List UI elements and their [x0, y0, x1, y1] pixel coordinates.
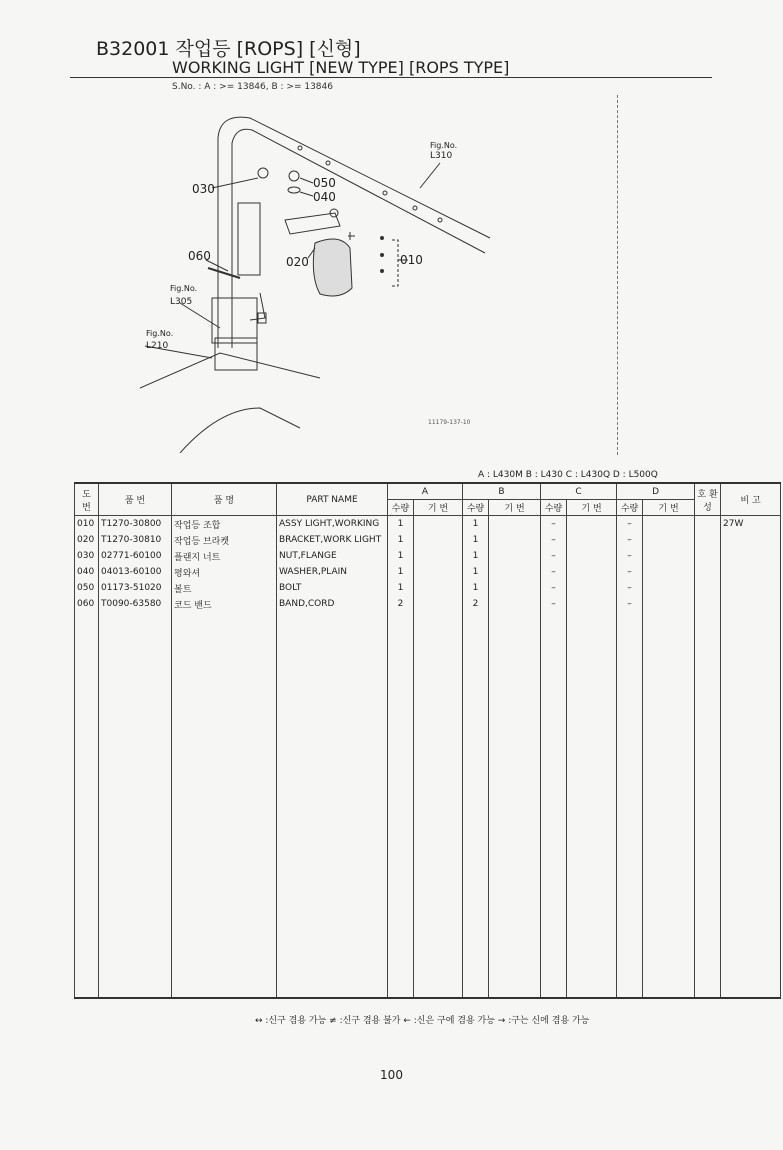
- col-header-serial: 기 번: [567, 500, 617, 516]
- nut-030: [258, 168, 268, 178]
- col-header-name-kr: 품 명: [172, 483, 277, 516]
- cell-remarks: [721, 580, 781, 596]
- cell-serial-b: [489, 516, 541, 533]
- cell-interchange: [695, 516, 721, 533]
- empty-cell: [721, 612, 781, 998]
- table-row: [75, 516, 781, 533]
- empty-cell: [99, 612, 172, 998]
- fig-ref-number: L210: [146, 341, 169, 351]
- empty-cell: [695, 612, 721, 998]
- cell-qty-b: 1: [463, 564, 489, 580]
- figure-separator: [617, 95, 618, 455]
- col-header-qty: 수량: [463, 500, 489, 516]
- col-header-serial: 기 번: [414, 500, 463, 516]
- cell-part-name: WASHER,PLAIN: [277, 564, 388, 580]
- col-header-serial: 기 번: [643, 500, 695, 516]
- col-header-qty: 수량: [388, 500, 414, 516]
- cell-korean-name: 코드 밴드: [172, 596, 277, 612]
- cell-serial-c: [567, 596, 617, 612]
- cell-serial-d: [643, 596, 695, 612]
- rops-frame-inner: [232, 129, 485, 348]
- fig-ref-label: Fig.No.: [430, 141, 458, 150]
- col-header-group-d: D: [617, 483, 695, 500]
- cell-part-number: T1270-30800: [99, 516, 172, 533]
- cell-serial-b: [489, 580, 541, 596]
- col-header-serial: 기 번: [489, 500, 541, 516]
- empty-cell: [541, 612, 567, 998]
- cell-qty-b: 1: [463, 532, 489, 548]
- col-header-remarks: 비 고: [721, 483, 781, 516]
- exploded-parts-diagram: [140, 108, 500, 453]
- table-filler-row: [75, 612, 781, 998]
- cell-qty-a: 1: [388, 516, 414, 533]
- cell-qty-c: –: [541, 580, 567, 596]
- cell-korean-name: 볼트: [172, 580, 277, 596]
- cell-part-number: 02771-60100: [99, 548, 172, 564]
- cell-item-number: 010: [75, 516, 99, 533]
- col-header-qty: 수량: [541, 500, 567, 516]
- empty-cell: [463, 612, 489, 998]
- cell-qty-c: –: [541, 564, 567, 580]
- page-number: 100: [380, 1068, 403, 1082]
- cell-qty-d: –: [617, 564, 643, 580]
- serial-numbers: S.No. : A : >= 13846, B : >= 13846: [172, 82, 333, 92]
- cell-qty-d: –: [617, 580, 643, 596]
- page-subtitle: WORKING LIGHT [NEW TYPE] [ROPS TYPE]: [172, 58, 510, 77]
- cell-serial-a: [414, 548, 463, 564]
- empty-cell: [172, 612, 277, 998]
- cell-serial-b: [489, 596, 541, 612]
- col-header-part-no: 품 번: [99, 483, 172, 516]
- cell-part-number: T1270-30810: [99, 532, 172, 548]
- cell-serial-c: [567, 548, 617, 564]
- cell-interchange: [695, 580, 721, 596]
- cell-serial-a: [414, 580, 463, 596]
- drawing-id: 11179-137-10: [428, 419, 471, 426]
- cell-part-name: ASSY LIGHT,WORKING: [277, 516, 388, 533]
- work-light-assy: [313, 239, 352, 296]
- cell-qty-a: 1: [388, 564, 414, 580]
- empty-cell: [414, 612, 463, 998]
- col-header-no: 도 번: [75, 483, 99, 516]
- cell-part-number: T0090-63580: [99, 596, 172, 612]
- cell-interchange: [695, 532, 721, 548]
- fig-ref-number: L310: [430, 151, 453, 161]
- cell-qty-c: –: [541, 516, 567, 533]
- cell-korean-name: 평와셔: [172, 564, 277, 580]
- cell-item-number: 060: [75, 596, 99, 612]
- post-clamp: [238, 203, 260, 275]
- callout-030: 030: [192, 182, 215, 196]
- cell-serial-d: [643, 564, 695, 580]
- cell-qty-b: 1: [463, 516, 489, 533]
- cell-serial-a: [414, 516, 463, 533]
- table-row: [75, 596, 781, 612]
- cell-remarks: [721, 596, 781, 612]
- callout-020: 020: [286, 255, 309, 269]
- col-header-qty: 수량: [617, 500, 643, 516]
- cell-serial-c: [567, 580, 617, 596]
- col-header-group-a: A: [388, 483, 463, 500]
- cell-qty-b: 1: [463, 580, 489, 596]
- cell-remarks: [721, 564, 781, 580]
- cell-serial-c: [567, 516, 617, 533]
- cell-qty-a: 1: [388, 580, 414, 596]
- cell-serial-b: [489, 532, 541, 548]
- cell-qty-d: –: [617, 532, 643, 548]
- empty-cell: [75, 612, 99, 998]
- cell-remarks: [721, 532, 781, 548]
- cell-serial-a: [414, 596, 463, 612]
- cell-qty-d: –: [617, 548, 643, 564]
- fig-ref-label: Fig.No.: [146, 329, 174, 338]
- cell-part-name: NUT,FLANGE: [277, 548, 388, 564]
- cell-serial-d: [643, 532, 695, 548]
- col-header-part-name: PART NAME: [277, 483, 388, 516]
- cell-serial-a: [414, 532, 463, 548]
- cell-part-name: BAND,CORD: [277, 596, 388, 612]
- table-row: [75, 548, 781, 564]
- cell-qty-d: –: [617, 516, 643, 533]
- cell-korean-name: 플랜지 너트: [172, 548, 277, 564]
- cell-qty-b: 2: [463, 596, 489, 612]
- cell-remarks: 27W: [721, 516, 781, 533]
- cell-item-number: 020: [75, 532, 99, 548]
- callout-060: 060: [188, 249, 211, 263]
- cell-korean-name: 작업등 조합: [172, 516, 277, 533]
- cell-serial-c: [567, 532, 617, 548]
- empty-cell: [489, 612, 541, 998]
- callout-040: 040: [313, 190, 336, 204]
- cell-serial-d: [643, 580, 695, 596]
- cell-item-number: 030: [75, 548, 99, 564]
- cell-qty-c: –: [541, 532, 567, 548]
- cell-item-number: 040: [75, 564, 99, 580]
- cell-part-name: BRACKET,WORK LIGHT: [277, 532, 388, 548]
- empty-cell: [388, 612, 414, 998]
- cell-remarks: [721, 548, 781, 564]
- parts-list-table: [74, 482, 781, 999]
- empty-cell: [567, 612, 617, 998]
- cell-part-number: 01173-51020: [99, 580, 172, 596]
- cell-qty-b: 1: [463, 548, 489, 564]
- model-legend: A : L430M B : L430 C : L430Q D : L500Q: [478, 470, 658, 480]
- cell-serial-c: [567, 564, 617, 580]
- cell-qty-c: –: [541, 596, 567, 612]
- callout-050: 050: [313, 176, 336, 190]
- table-row: [75, 564, 781, 580]
- cell-qty-c: –: [541, 548, 567, 564]
- bolt-050: [289, 171, 299, 181]
- cell-serial-a: [414, 564, 463, 580]
- cell-qty-a: 2: [388, 596, 414, 612]
- cell-item-number: 050: [75, 580, 99, 596]
- table-row: [75, 532, 781, 548]
- page-title: B32001 작업등 [ROPS] [신형]: [96, 38, 361, 60]
- seat-outline: [180, 408, 300, 453]
- cell-korean-name: 작업등 브라켓: [172, 532, 277, 548]
- compatibility-legend: ↔ :신구 겸용 가능 ≠ :신구 겸용 불가 ← :신은 구에 겸용 가능 → :구는 신에 겸용 가능: [255, 1016, 590, 1026]
- empty-cell: [617, 612, 643, 998]
- fig-ref-number: L305: [170, 297, 193, 307]
- cell-qty-d: –: [617, 596, 643, 612]
- cell-qty-a: 1: [388, 532, 414, 548]
- col-header-group-c: C: [541, 483, 617, 500]
- table-row: [75, 580, 781, 596]
- cell-qty-a: 1: [388, 548, 414, 564]
- post-mount-block: [212, 298, 257, 343]
- cell-serial-d: [643, 516, 695, 533]
- empty-cell: [643, 612, 695, 998]
- title-rule: [70, 77, 712, 78]
- col-header-group-b: B: [463, 483, 541, 500]
- cell-interchange: [695, 548, 721, 564]
- empty-cell: [277, 612, 388, 998]
- cell-part-number: 04013-60100: [99, 564, 172, 580]
- col-header-interchange: 호 환 성: [695, 483, 721, 516]
- callout-010: 010: [400, 253, 423, 267]
- fig-ref-label: Fig.No.: [170, 284, 198, 293]
- cell-interchange: [695, 564, 721, 580]
- cell-serial-b: [489, 564, 541, 580]
- cell-part-name: BOLT: [277, 580, 388, 596]
- washer-040: [288, 187, 300, 193]
- cell-serial-b: [489, 548, 541, 564]
- cell-serial-d: [643, 548, 695, 564]
- cell-interchange: [695, 596, 721, 612]
